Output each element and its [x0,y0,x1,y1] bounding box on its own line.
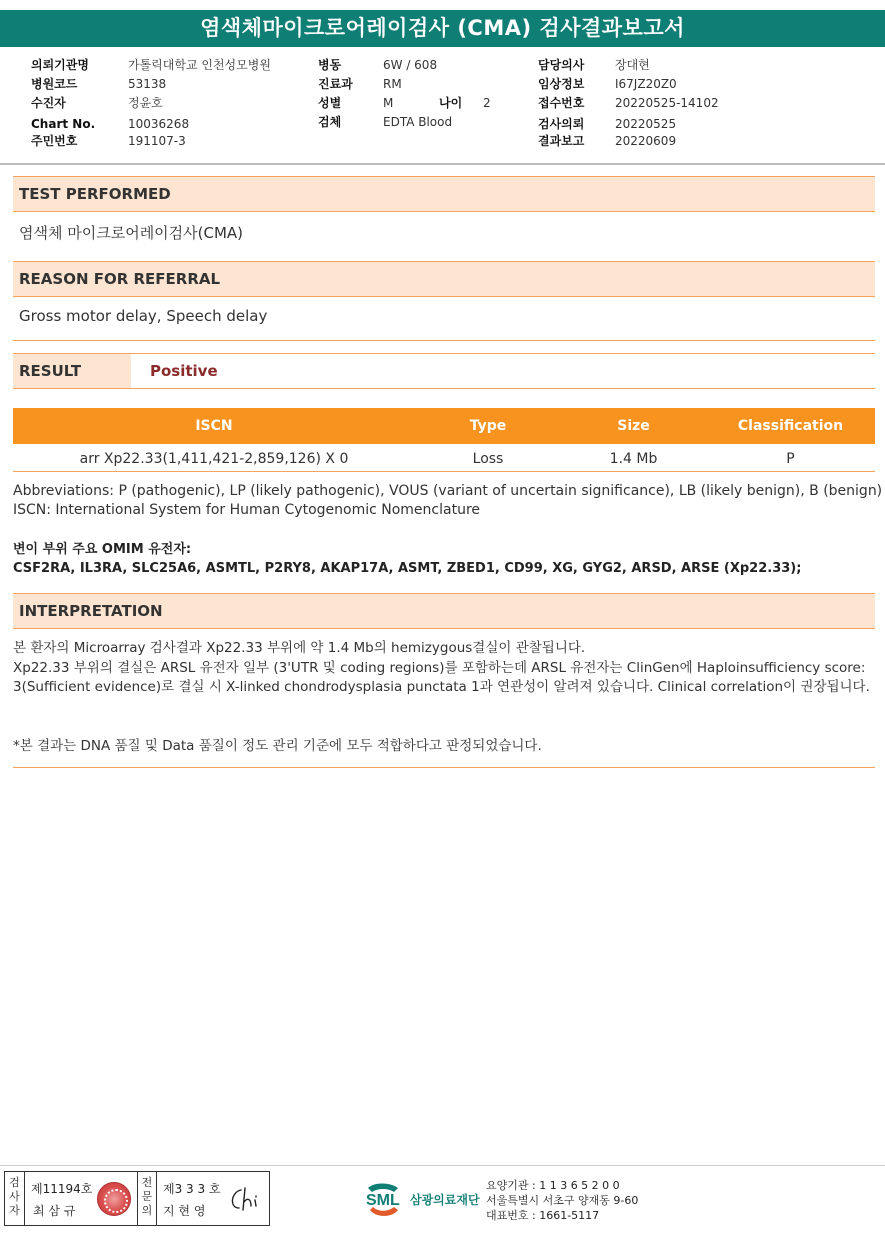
cell-type: Loss [472,451,504,467]
info-value: 2 [483,96,491,110]
info-label: 담당의사 [538,58,585,72]
referral-text: Gross motor delay, Speech delay [19,307,268,325]
info-label: 수진자 [31,96,66,110]
info-institution [31,56,89,74]
test-performed-text: 염색체 마이크로어레이검사(CMA) [19,224,244,242]
info-value: 6W / 608 [383,58,438,72]
result-label: RESULT [13,354,131,388]
info-value: 53138 [128,77,167,91]
info-value: M [383,96,394,110]
omim-title: 변이 부위 주요 OMIM 유전자: [13,542,192,557]
column-header-size: Size [617,418,650,434]
info-value: 장대현 [615,58,650,72]
specialist-label: 전문의 [137,1172,157,1225]
interpretation-line: 본 환자의 Microarray 검사결과 Xp22.33 부위에 약 1.4 Mb의 hemizygous결실이 관찰됩니다. [13,640,586,656]
column-header-classification: Classification [737,418,844,434]
info-value: 10036268 [128,117,190,131]
org-info [486,1178,638,1223]
info-label: 결과보고 [538,134,585,148]
report-title: 염색체마이크로어레이검사 (CMA) 검사결과보고서 [0,10,885,47]
column-header-iscn: ISCN [195,418,233,434]
table-row [13,446,875,472]
info-value: EDTA Blood [383,115,453,129]
info-label: 접수번호 [538,96,585,110]
cell-iscn: arr Xp22.33(1,411,421-2,859,126) X 0 [79,451,349,467]
cell-size: 1.4 Mb [609,451,658,467]
interpretation-heading: INTERPRETATION [13,593,875,629]
info-value: I67JZ20Z0 [615,77,677,91]
omim-gene-list: CSF2RA, IL3RA, SLC25A6, ASMTL, P2RY8, AKAP17A, ASMT, ZBED1, CD99, XG, GYG2, ARSD, ARSE (Xp22.33); [13,561,802,576]
info-label: 의뢰기관명 [31,58,89,72]
inspector-label: 검사자 [5,1172,25,1225]
header-divider [0,163,885,165]
org-name: 삼광의료재단 [410,1193,480,1207]
info-label: 성별 [318,96,342,110]
info-value: 20220525 [615,117,677,131]
referral-heading: REASON FOR REFERRAL [13,261,875,297]
info-value: 가톨릭대학교 인천성모병원 [128,58,271,72]
inspector-license: 제11194호 [31,1182,93,1196]
info-value: 20220525-14102 [615,96,719,110]
info-label: 주민번호 [31,134,78,148]
specialist-name: 지 현 영 [163,1204,206,1218]
section-divider [13,767,875,768]
section-divider [13,340,875,341]
info-label: 병원코드 [31,77,78,91]
omim-genes [13,540,883,578]
abbreviations [13,482,883,520]
info-label: Chart No. [31,117,96,131]
info-value: RM [383,77,402,91]
org-phone: 대표번호 : 1661-5117 [486,1209,600,1222]
iscn-definition: ISCN: International System for Human Cytogenomic Nomenclature [13,502,481,518]
signature-icon [227,1184,267,1214]
abbreviations-line: Abbreviations: P (pathogenic), LP (likely pathogenic), VOUS (variant of uncertain significance), LB (likely benign), B (benign) [13,483,883,499]
patient-info [0,56,885,156]
interpretation-line: Xp22.33 부위의 결실은 ARSL 유전자 일부 (3'UTR 및 coding regions)를 포함하는데 ARSL 유전자는 ClinGen에 Haploinsufficiency score: 3(Sufficient evidence)로 결실 시 X-linked chondrodysplasia punctata 1과 연관성이 알려져 있습니다. Clinical correlation이 권장됩니다. [13,659,870,695]
info-value: 정윤호 [128,96,163,110]
org-code: 요양기관 : 1 1 3 6 5 2 0 0 [486,1179,620,1192]
result-table-header [13,408,875,444]
signature-box [4,1171,270,1226]
quality-note: *본 결과는 DNA 품질 및 Data 품질이 정도 관리 기준에 모두 적합하다고 판정되었습니다. [13,738,542,754]
column-header-type: Type [469,418,507,434]
result-value: Positive [150,362,218,380]
interpretation-text [13,639,875,698]
cell-classification: P [786,451,795,467]
org-address: 서울특별시 서초구 양재동 9-60 [486,1194,639,1207]
info-label: 검사의뢰 [538,117,585,131]
seal-icon [97,1182,131,1216]
test-performed-heading: TEST PERFORMED [13,176,875,212]
info-label: 진료과 [318,77,353,91]
result-row [13,353,875,389]
info-value: 191107-3 [128,134,186,148]
footer-divider [0,1165,885,1166]
inspector-name: 최 삼 규 [33,1204,76,1218]
info-label: 임상정보 [538,77,585,91]
logo-text: SML [366,1192,400,1209]
info-label: 병동 [318,58,342,72]
info-value: 20220609 [615,134,677,148]
specialist-license: 제3 3 3 호 [163,1182,221,1196]
info-label: 검체 [318,115,342,129]
info-label: 나이 [439,96,463,110]
